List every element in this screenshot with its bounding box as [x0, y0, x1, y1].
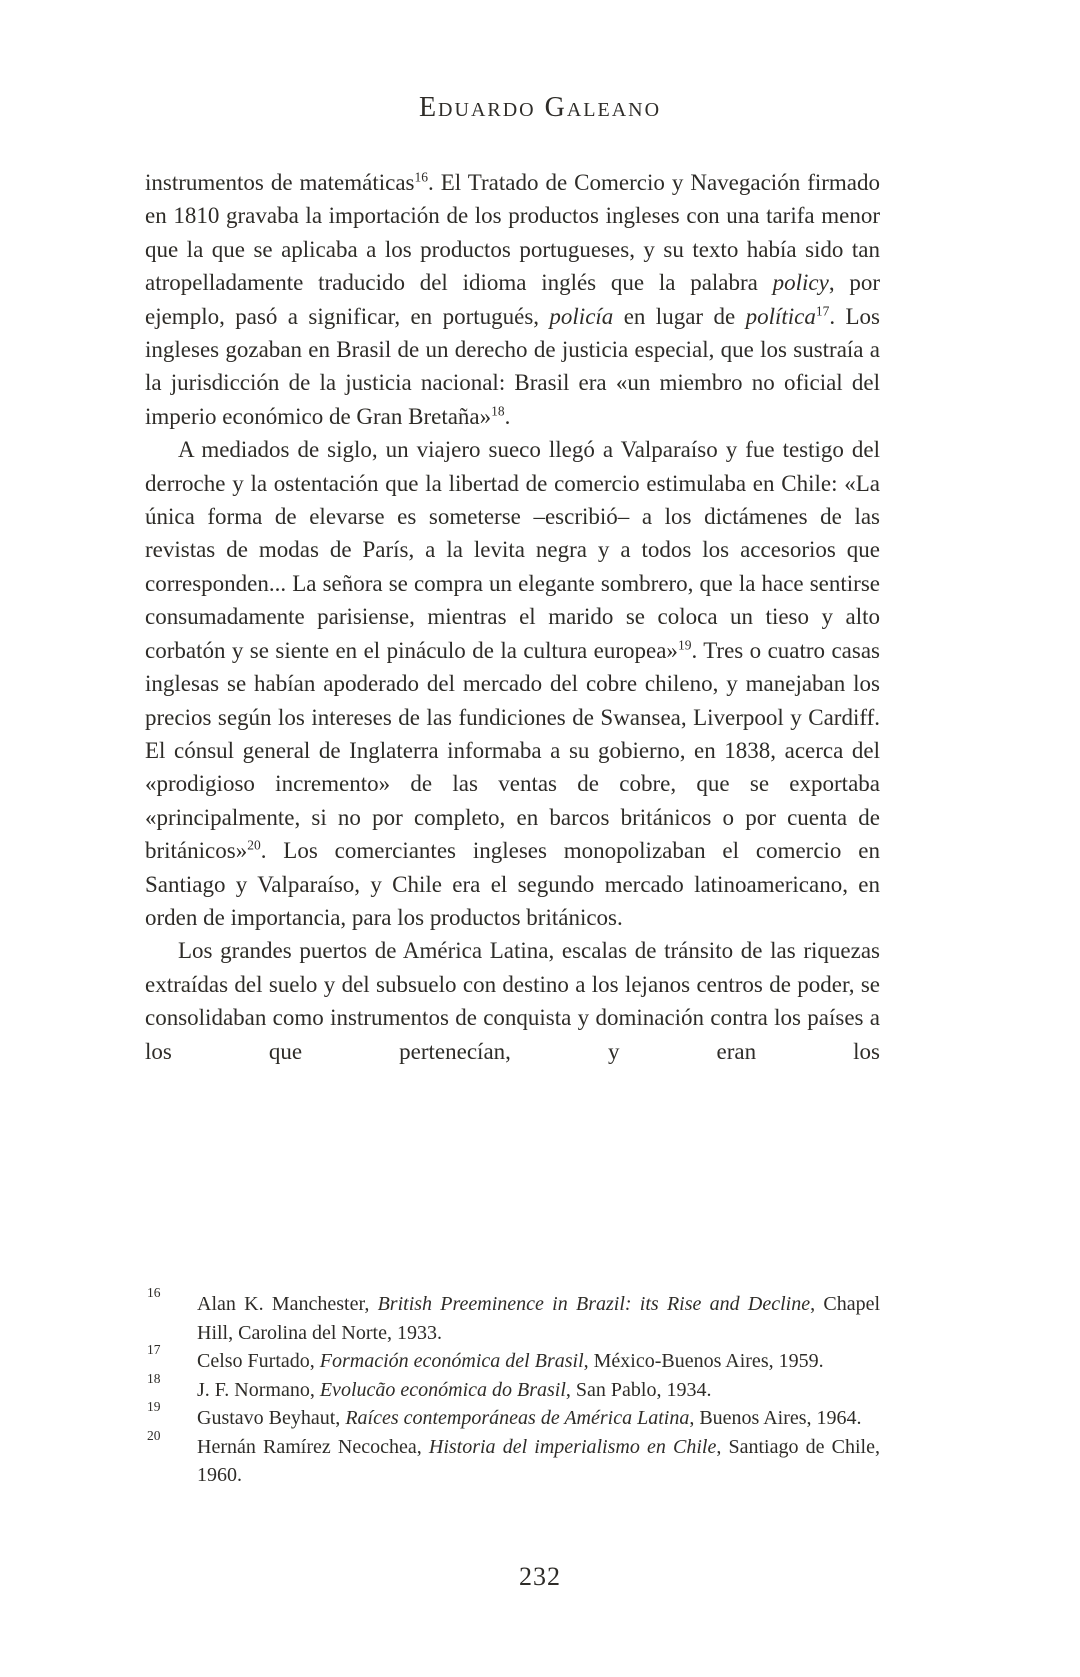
footnote-reference: 17 [815, 302, 830, 318]
text-run: Hernán Ramírez Necochea, [197, 1435, 429, 1458]
text-run: , Buenos Aires, 1964. [689, 1407, 862, 1429]
text-run: J. F. Normano, [197, 1378, 320, 1401]
text-run: , Chapel Hill, Carolina del Norte, 1933. [197, 1293, 880, 1344]
italic-text: policy [772, 270, 829, 296]
text-run: , por ejemplo, pasó a significar, en portugués, [145, 270, 880, 329]
text-run: , San Pablo, 1934. [565, 1378, 712, 1401]
text-run: Alan K. Manchester, [197, 1293, 378, 1315]
footnote-reference: 20 [247, 837, 261, 853]
footnote: 16 Alan K. Manchester, British Preeminence in Brazil: its Rise and Decline, Chapel Hill, Carolina del Norte, 1933. [147, 1285, 880, 1344]
italic-text: política [745, 303, 816, 329]
text-run: . [504, 403, 511, 429]
running-header: Eduardo Galeano [418, 92, 662, 123]
footnotes [145, 1285, 880, 1490]
footnote-reference: 19 [677, 637, 692, 653]
italic-text: Raíces contemporáneas de América Latina [345, 1407, 690, 1429]
italic-text: Evolucão económica do Brasil [319, 1378, 566, 1401]
footnote: 20 Hernán Ramírez Necochea, Historia del imperialismo en Chile, Santiago de Chile, 1960. [147, 1427, 880, 1486]
italic-text: Formación económica del Brasil [319, 1350, 584, 1372]
text-run: Celso Furtado, [197, 1350, 320, 1372]
page-number: 232 [519, 1562, 561, 1591]
paragraph [145, 934, 880, 1068]
text-run: . El Tratado de Comercio y Navegación firmado en 1810 gravaba la importación de los productos ingleses con una tarifa menor que la que se aplicaba a los productos portugueses, y su texto había sido tan atropelladamente traducido del idioma inglés que la palabra [145, 170, 881, 296]
text-run: Los grandes puertos de América Latina, escalas de tránsito de las riquezas extraídas del suelo y del subsuelo con destino a los lejanos centros de poder, se consolidaban como instrumentos de conquista y dominación contra los países a los que pertenecían, y eran los [145, 938, 880, 1064]
text-run: . Los ingleses gozaban en Brasil de un derecho de justicia especial, que los sustraía a la jurisdicción de la justicia nacional: Brasil era «un miembro no oficial del imperio económico de Gran Bretaña» [145, 303, 880, 429]
text-run: , México-Buenos Aires, 1959. [583, 1350, 824, 1372]
text-run: . Tres o cuatro casas inglesas se habían apoderado del mercado del cobre chileno, y manejaban los precios según los intereses de las fundiciones de Swansea, Liverpool y Cardiff. El cónsul general de Inglaterra informaba a su gobierno, en 1838, acerca del «prodigioso incremento» de las ventas de cobre, que se exportaba «principalmente, si no por completo, en barcos británicos o por cuenta de británicos» [145, 637, 881, 864]
text-run: A mediados de siglo, un viajero sueco llegó a Valparaíso y fue testigo del derroche y la ostentación que la libertad de comercio estimulaba en Chile: «La única forma de elevarse es someterse –escribió– a los dictámenes de las revistas de modas de París, a la levita negra y a todos los accesorios que corresponden... La señora se compra un elegante sombrero, que la hace sentirse consumadamente parisiense, mientras el marido se coloca un tieso y alto corbatón y se siente en el pináculo de la cultura europea» [145, 437, 880, 663]
footnote: 19 Gustavo Beyhaut, Raíces contemporáneas de América Latina, Buenos Aires, 1964. [147, 1399, 862, 1429]
paragraph [145, 433, 880, 934]
footnote-reference: 16 [414, 169, 428, 185]
footnote: 18 J. F. Normano, Evolucão económica do Brasil, San Pablo, 1934. [147, 1370, 712, 1401]
footnote-reference: 18 [491, 403, 505, 419]
paragraph [145, 166, 880, 433]
footnote: 17 Celso Furtado, Formación económica del Brasil, México-Buenos Aires, 1959. [147, 1342, 824, 1372]
text-run: instrumentos de matemáticas [145, 170, 415, 195]
body-text [145, 166, 880, 1068]
italic-text: policía [549, 303, 614, 329]
italic-text: British Preeminence in Brazil: its Rise and Decline [377, 1293, 811, 1315]
text-run: en lugar de [613, 303, 746, 329]
italic-text: Historia del imperialismo en Chile [428, 1435, 717, 1458]
text-run: . Los comerciantes ingleses monopolizaban el comercio en Santiago y Valparaíso, y Chile era el segundo mercado latinoamericano, en orden de importancia, para los productos británicos. [145, 838, 880, 930]
text-run: , Santiago de Chile, 1960. [197, 1435, 880, 1486]
text-run: Gustavo Beyhaut, [197, 1407, 346, 1429]
